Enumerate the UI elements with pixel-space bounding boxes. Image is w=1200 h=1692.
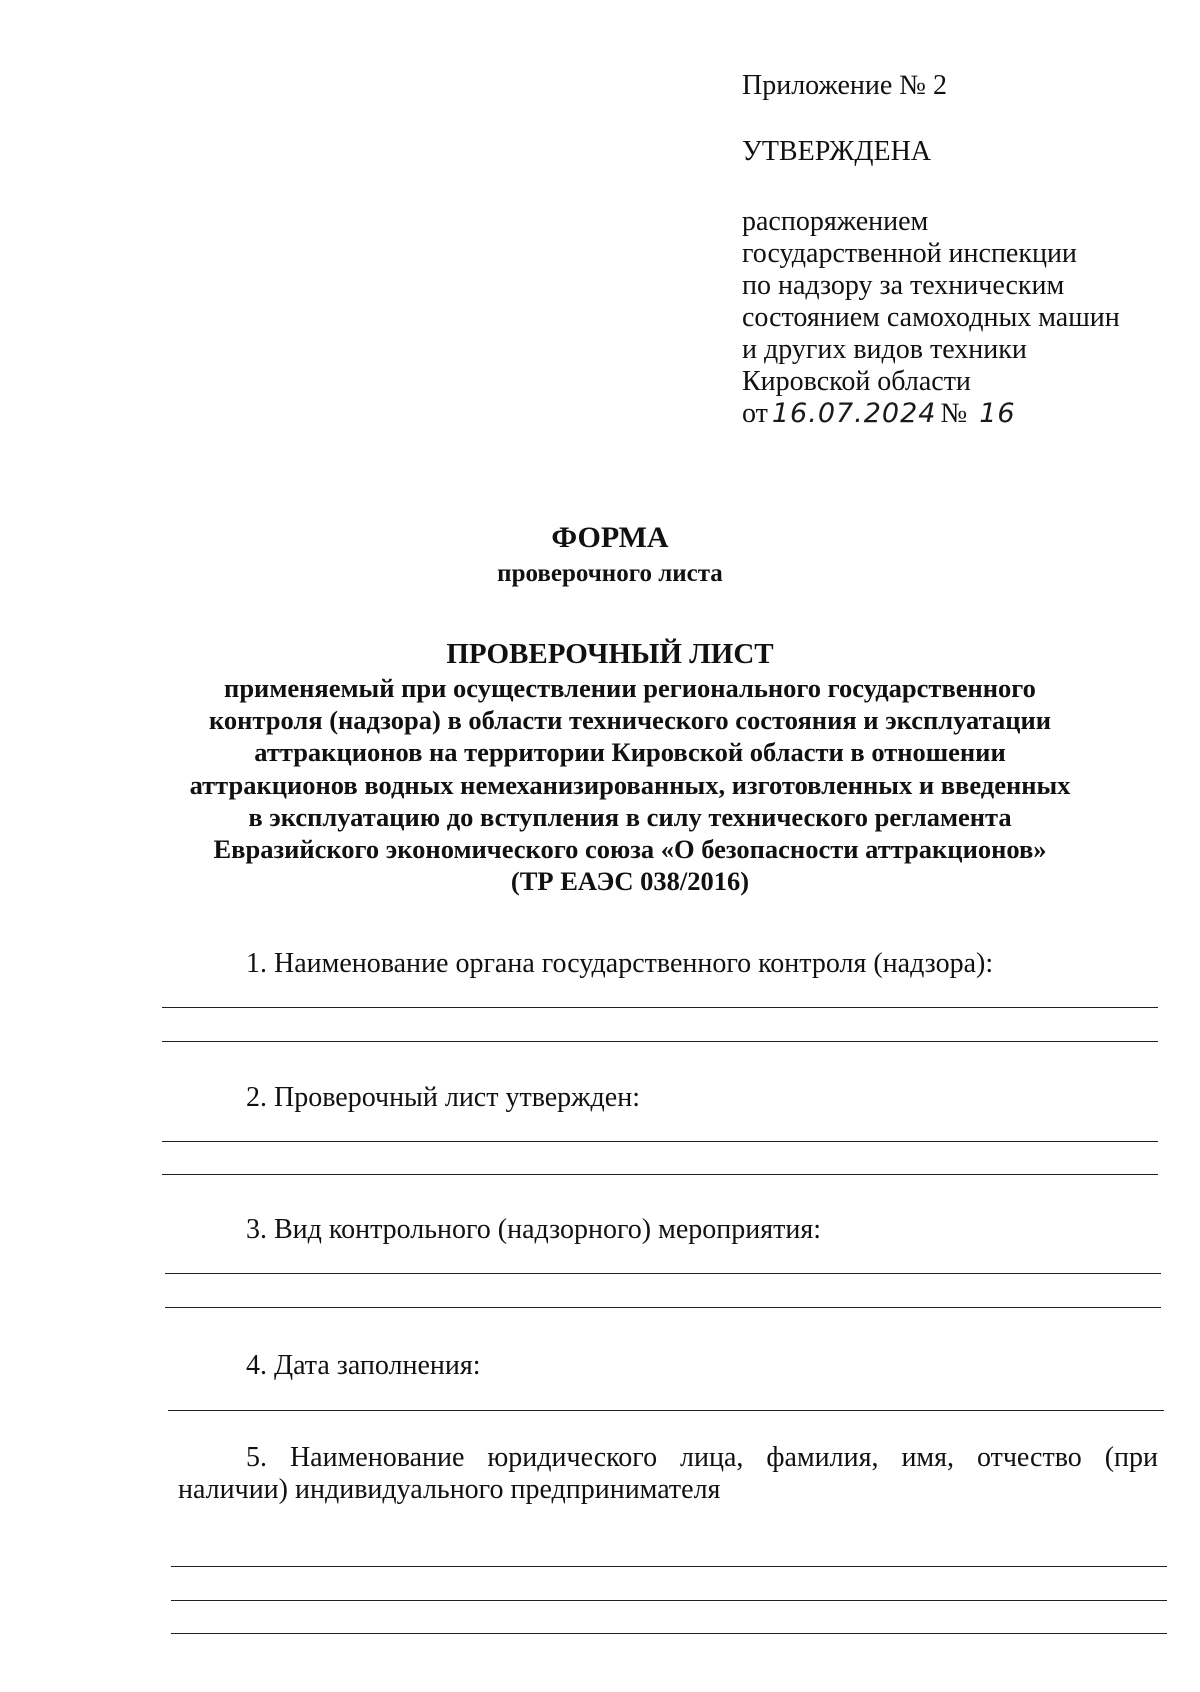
field-4-label: 4. Дата заполнения:: [246, 1350, 481, 1381]
approval-date-number: [742, 398, 1162, 430]
field-3-fill-line[interactable]: [165, 1273, 1161, 1274]
approved-heading: УТВЕРЖДЕНА: [742, 136, 932, 167]
field-5-fill-line[interactable]: [171, 1600, 1167, 1601]
description-line: в эксплуатацию до вступления в силу технического регламента: [248, 801, 1012, 832]
field-3-label: 3. Вид контрольного (надзорного) мероприятия:: [246, 1214, 821, 1245]
checklist-title: ПРОВЕРОЧНЫЙ ЛИСТ: [446, 638, 774, 670]
handwritten-number: 16: [979, 398, 1016, 429]
field-2-fill-line[interactable]: [162, 1141, 1158, 1142]
description-line: контроля (надзора) в области технического состояния и эксплуатации: [208, 705, 1052, 736]
approval-line: состоянием самоходных машин: [742, 302, 1120, 333]
approval-line: и других видов техники: [742, 334, 1027, 365]
form-title: ФОРМА: [551, 521, 669, 554]
approval-block: [742, 70, 1162, 430]
approval-line: государственной инспекции: [742, 238, 1077, 269]
form-subtitle: проверочного листа: [497, 560, 723, 587]
field-5-fill-line[interactable]: [171, 1566, 1167, 1567]
handwritten-date: 16.07.2024: [771, 398, 937, 429]
approval-line: по надзору за техническим: [742, 270, 1065, 301]
field-5-fill-line[interactable]: [171, 1633, 1167, 1634]
field-2-label: 2. Проверочный лист утвержден:: [246, 1082, 640, 1113]
field-1-label: 1. Наименование органа государственного контроля (надзора):: [246, 948, 994, 979]
description-line: аттракционов на территории Кировской области в отношении: [254, 737, 1006, 768]
field-2-fill-line[interactable]: [162, 1174, 1158, 1175]
field-4-fill-line[interactable]: [168, 1410, 1164, 1411]
description-line: применяемый при осуществлении регионального государственного: [224, 673, 1036, 703]
checklist-description: [150, 672, 1110, 897]
approval-line: Кировской области: [742, 366, 971, 397]
number-label: №: [940, 398, 968, 429]
annex-number: Приложение № 2: [742, 70, 947, 101]
from-label: от: [742, 398, 768, 429]
description-line: Евразийского экономического союза «О безопасности аттракционов»: [213, 834, 1047, 865]
description-line: (ТР ЕАЭС 038/2016): [510, 866, 750, 897]
field-3-fill-line[interactable]: [165, 1307, 1161, 1308]
field-1-fill-line[interactable]: [162, 1007, 1158, 1008]
description-line: аттракционов водных немеханизированных, изготовленных и введенных: [189, 769, 1071, 800]
field-5-label: 5. Наименование юридического лица, фамилия, имя, отчество (при наличии) индивидуального предпринимателя: [178, 1442, 1158, 1505]
field-1-fill-line[interactable]: [162, 1041, 1158, 1042]
approval-line: распоряжением: [742, 206, 929, 237]
